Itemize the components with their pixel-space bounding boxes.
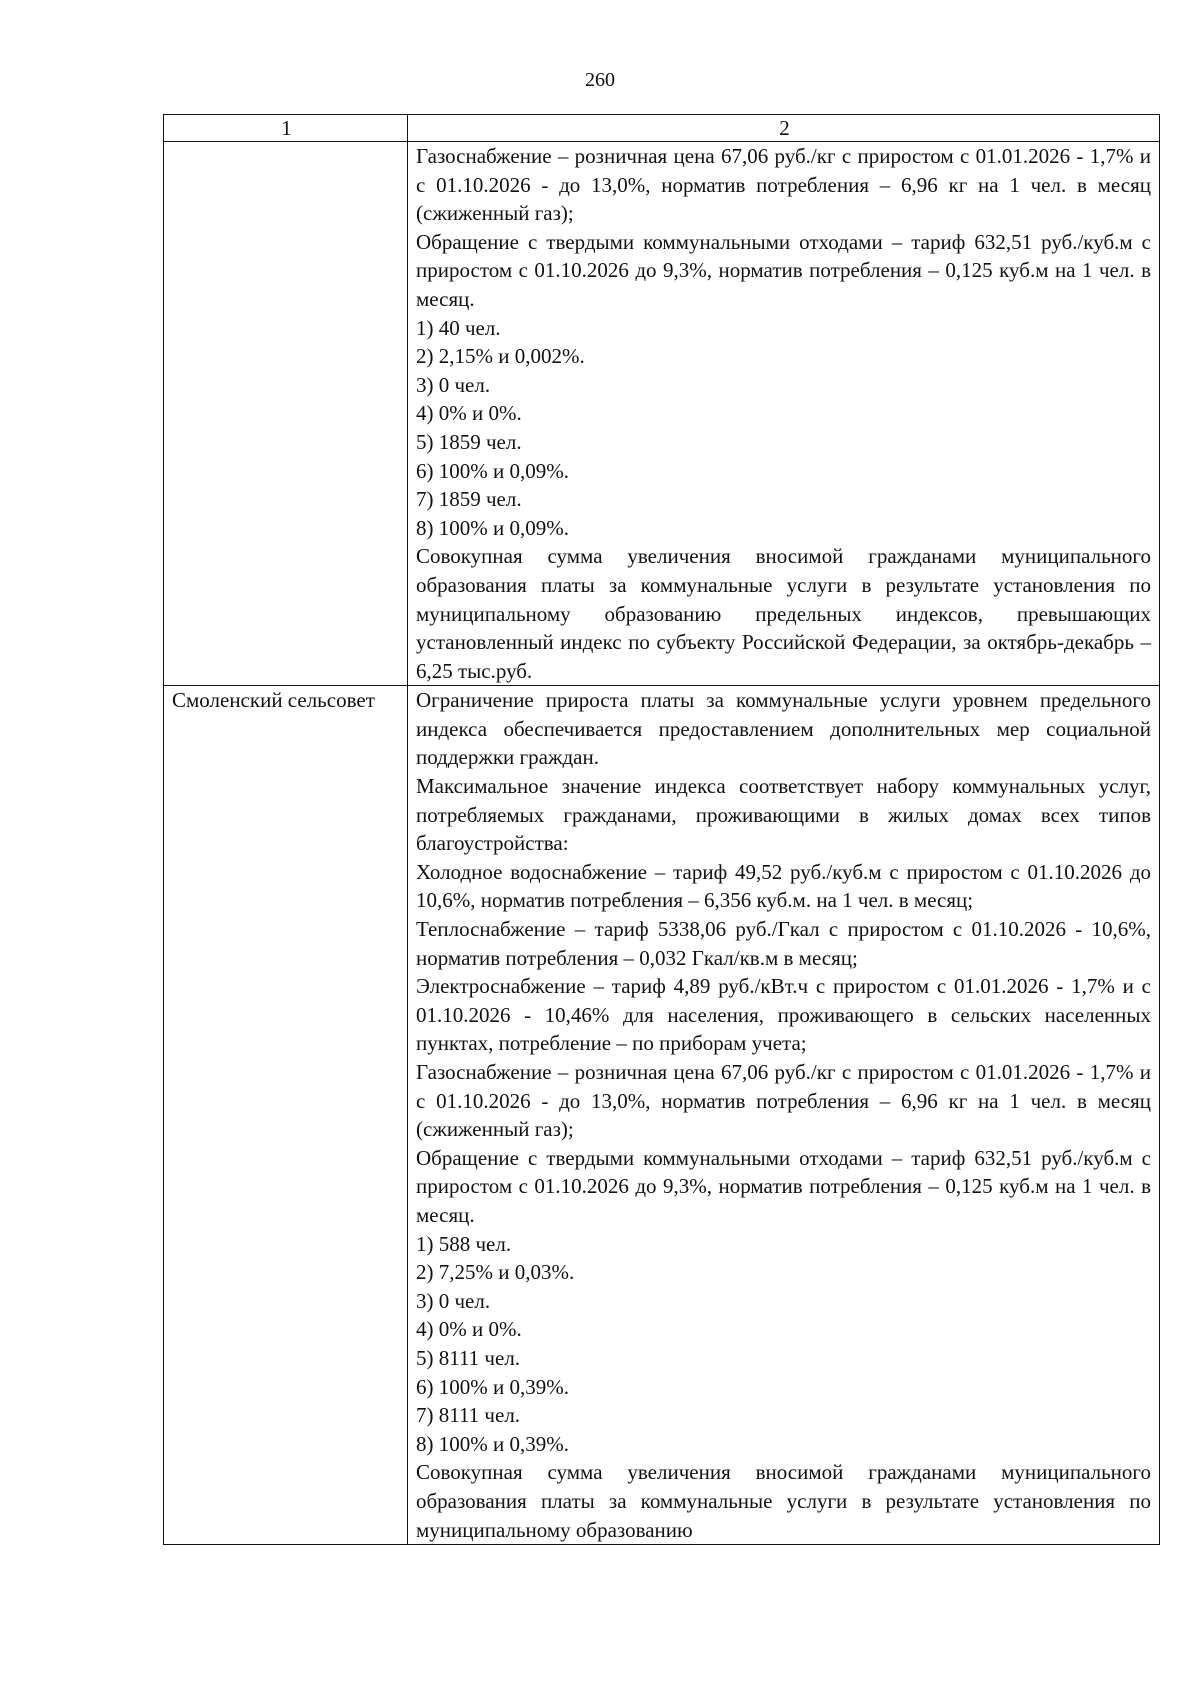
description-cell — [408, 142, 1160, 686]
paragraph: Холодное водоснабжение – тариф 49,52 руб./куб.м с приростом с 01.10.2026 до 10,6%, норматив потребления – 6,356 куб.м. на 1 чел. в месяц; — [416, 859, 1151, 913]
table-header-row — [164, 115, 1160, 142]
list-item: 8) 100% и 0,39%. — [416, 1431, 569, 1456]
list-item: 5) 1859 чел. — [416, 429, 522, 454]
paragraph: Максимальное значение индекса соответствует набору коммунальных услуг, потребляемых гражданами, проживающими в жилых домах всех типов благоустройства: — [416, 774, 1151, 856]
list-item: 2) 2,15% и 0,002%. — [416, 344, 585, 369]
paragraph: Газоснабжение – розничная цена 67,06 руб./кг с приростом с 01.01.2026 - 1,7% и с 01.10.2026 - до 13,0%, норматив потребления – 6,96 кг на 1 чел. в месяц (сжиженный газ); — [416, 1060, 1151, 1142]
table-row — [164, 686, 1160, 1545]
list-item: 5) 8111 чел. — [416, 1345, 521, 1370]
paragraph: Ограничение прироста платы за коммунальные услуги уровнем предельного индекса обеспечивается предоставлением дополнительных мер социальной поддержки граждан. — [416, 688, 1151, 770]
page-number: 260 — [585, 69, 615, 91]
paragraph: Обращение с твердыми коммунальными отходами – тариф 632,51 руб./куб.м с приростом с 01.10.2026 до 9,3%, норматив потребления – 0,125 куб.м на 1 чел. в месяц. — [416, 1145, 1151, 1227]
paragraph: Совокупная сумма увеличения вносимой гражданами муниципального образования платы за коммунальные услуги в результате установления по муниципальному образованию предельных индексов, превышающих установленный индекс по субъекту Российской Федерации, за октябрь-декабрь – 6,25 тыс.руб. — [416, 544, 1151, 683]
list-item: 1) 40 чел. — [416, 315, 501, 340]
paragraph: Газоснабжение – розничная цена 67,06 руб./кг с приростом с 01.01.2026 - 1,7% и с 01.10.2026 - до 13,0%, норматив потребления – 6,96 кг на 1 чел. в месяц (сжиженный газ); — [416, 144, 1151, 226]
region-cell — [164, 686, 408, 1545]
list-item: 1) 588 чел. — [416, 1231, 512, 1256]
list-item: 4) 0% и 0%. — [416, 1317, 522, 1342]
paragraph: Теплоснабжение – тариф 5338,06 руб./Гкал с приростом с 01.10.2026 - 10,6%, норматив потребления – 0,032 Гкал/кв.м в месяц; — [416, 917, 1151, 970]
region-name: Смоленский сельсовет — [172, 688, 375, 713]
column-header-1: 1 — [164, 115, 408, 142]
column-header-2: 2 — [408, 115, 1160, 142]
paragraph: Электроснабжение – тариф 4,89 руб./кВт.ч с приростом с 01.01.2026 - 1,7% и с 01.10.2026 - 10,46% для населения, проживающего в сельских населенных пунктах, потребление – по приборам учета; — [416, 974, 1151, 1056]
tariff-table — [163, 114, 1160, 1545]
list-item: 4) 0% и 0%. — [416, 401, 522, 426]
list-item: 7) 8111 чел. — [416, 1403, 521, 1428]
paragraph: Совокупная сумма увеличения вносимой гражданами муниципального образования платы за коммунальные услуги в результате установления по муниципальному образованию — [416, 1460, 1151, 1542]
region-cell — [164, 142, 408, 686]
table-row — [164, 142, 1160, 686]
list-item: 6) 100% и 0,39%. — [416, 1374, 569, 1399]
list-item: 3) 0 чел. — [416, 1288, 491, 1313]
list-item: 8) 100% и 0,09%. — [416, 515, 569, 540]
list-item: 2) 7,25% и 0,03%. — [416, 1260, 575, 1285]
list-item: 7) 1859 чел. — [416, 487, 522, 512]
description-cell — [408, 686, 1160, 1545]
list-item: 6) 100% и 0,09%. — [416, 458, 569, 483]
paragraph: Обращение с твердыми коммунальными отходами – тариф 632,51 руб./куб.м с приростом с 01.10.2026 до 9,3%, норматив потребления – 0,125 куб.м на 1 чел. в месяц. — [416, 229, 1151, 311]
list-item: 3) 0 чел. — [416, 372, 491, 397]
